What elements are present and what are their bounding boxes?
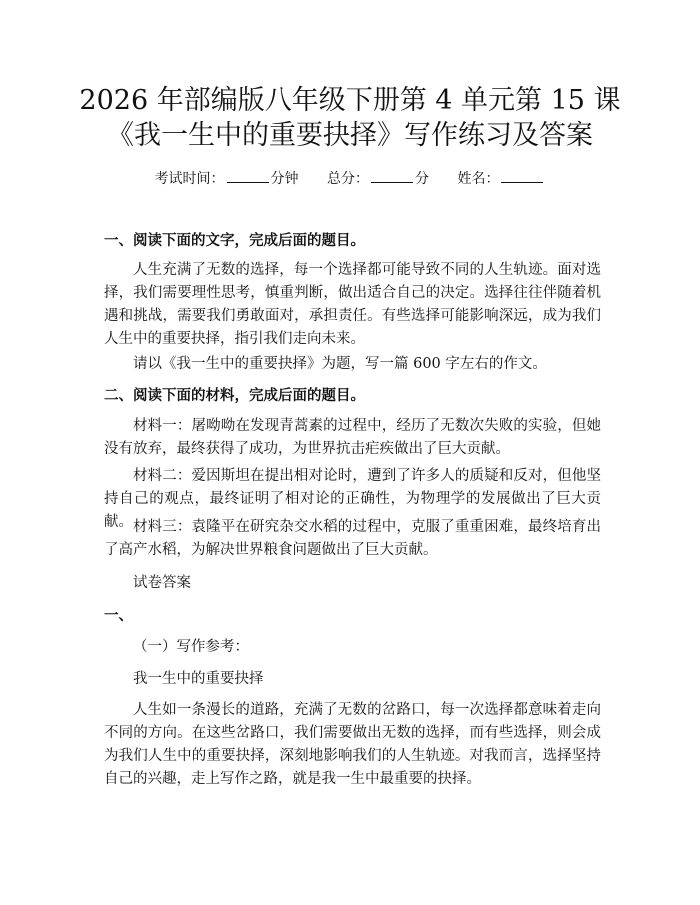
material-3: 材料三：袁隆平在研究杂交水稻的过程中，克服了重重困难，最终培育出了高产水稻，为解决世界粮食问题做出了巨大贡献。 [104,519,601,558]
answers-part-heading: 一、 [104,607,133,624]
document-title-line-1: 2026 年部编版八年级下册第 4 单元第 15 课 [79,85,621,116]
total-score-blank [371,168,413,183]
section-2-heading: 二、阅读下面的材料，完成后面的题目。 [104,387,365,404]
total-score-unit: 分 [415,171,429,187]
total-score-field [327,168,429,189]
name-field [457,168,545,189]
writing-reference-heading: （一）写作参考： [133,639,249,655]
sample-essay-title: 我一生中的重要抉择 [133,671,264,687]
section-1-writing-prompt: 请以《我一生中的重要抉择》为题，写一篇 600 字左右的作文。 [133,356,547,372]
total-score-label: 总分： [327,171,369,187]
material-2: 材料二：爱因斯坦在提出相对论时，遭到了许多人的质疑和反对，但他坚持自己的观点，最终证明了相对论的正确性，为物理学的发展做出了巨大贡献。 [104,468,601,530]
exam-time-unit: 分钟 [270,171,299,187]
name-blank [501,168,543,183]
section-1-paragraph: 人生充满了无数的选择，每一个选择都可能导致不同的人生轨迹。面对选择，我们需要理性思考，慎重判断，做出适合自己的决定。选择往往伴随着机遇和挑战，需要我们勇敢面对，承担责任。有些选择可能影响深远，成为我们人生中的重要抉择，指引我们走向未来。 [104,262,601,347]
answers-label: 试卷答案 [133,575,191,591]
material-1: 材料一：屠呦呦在发现青蒿素的过程中，经历了无数次失败的实验，但她没有放弃，最终获得了成功，为世界抗击疟疾做出了巨大贡献。 [104,418,601,457]
document-title-line-2: 《我一生中的重要抉择》写作练习及答案 [107,120,593,151]
exam-time-field [155,168,299,189]
section-1-heading: 一、阅读下面的文字，完成后面的题目。 [104,232,365,249]
exam-time-label: 考试时间： [154,171,225,187]
name-label: 姓名： [457,171,500,187]
sample-essay-paragraph: 人生如一条漫长的道路，充满了无数的岔路口，每一次选择都意味着走向不同的方向。在这些岔路口，我们需要做出无数的选择，而有些选择，则会成为我们人生中的重要抉择，深刻地影响我们的人生轨迹。对我而言，选择坚持自己的兴趣，走上写作之路，就是我一生中最重要的抉择。 [104,702,601,787]
exam-info [0,168,700,189]
exam-time-blank [227,168,269,183]
